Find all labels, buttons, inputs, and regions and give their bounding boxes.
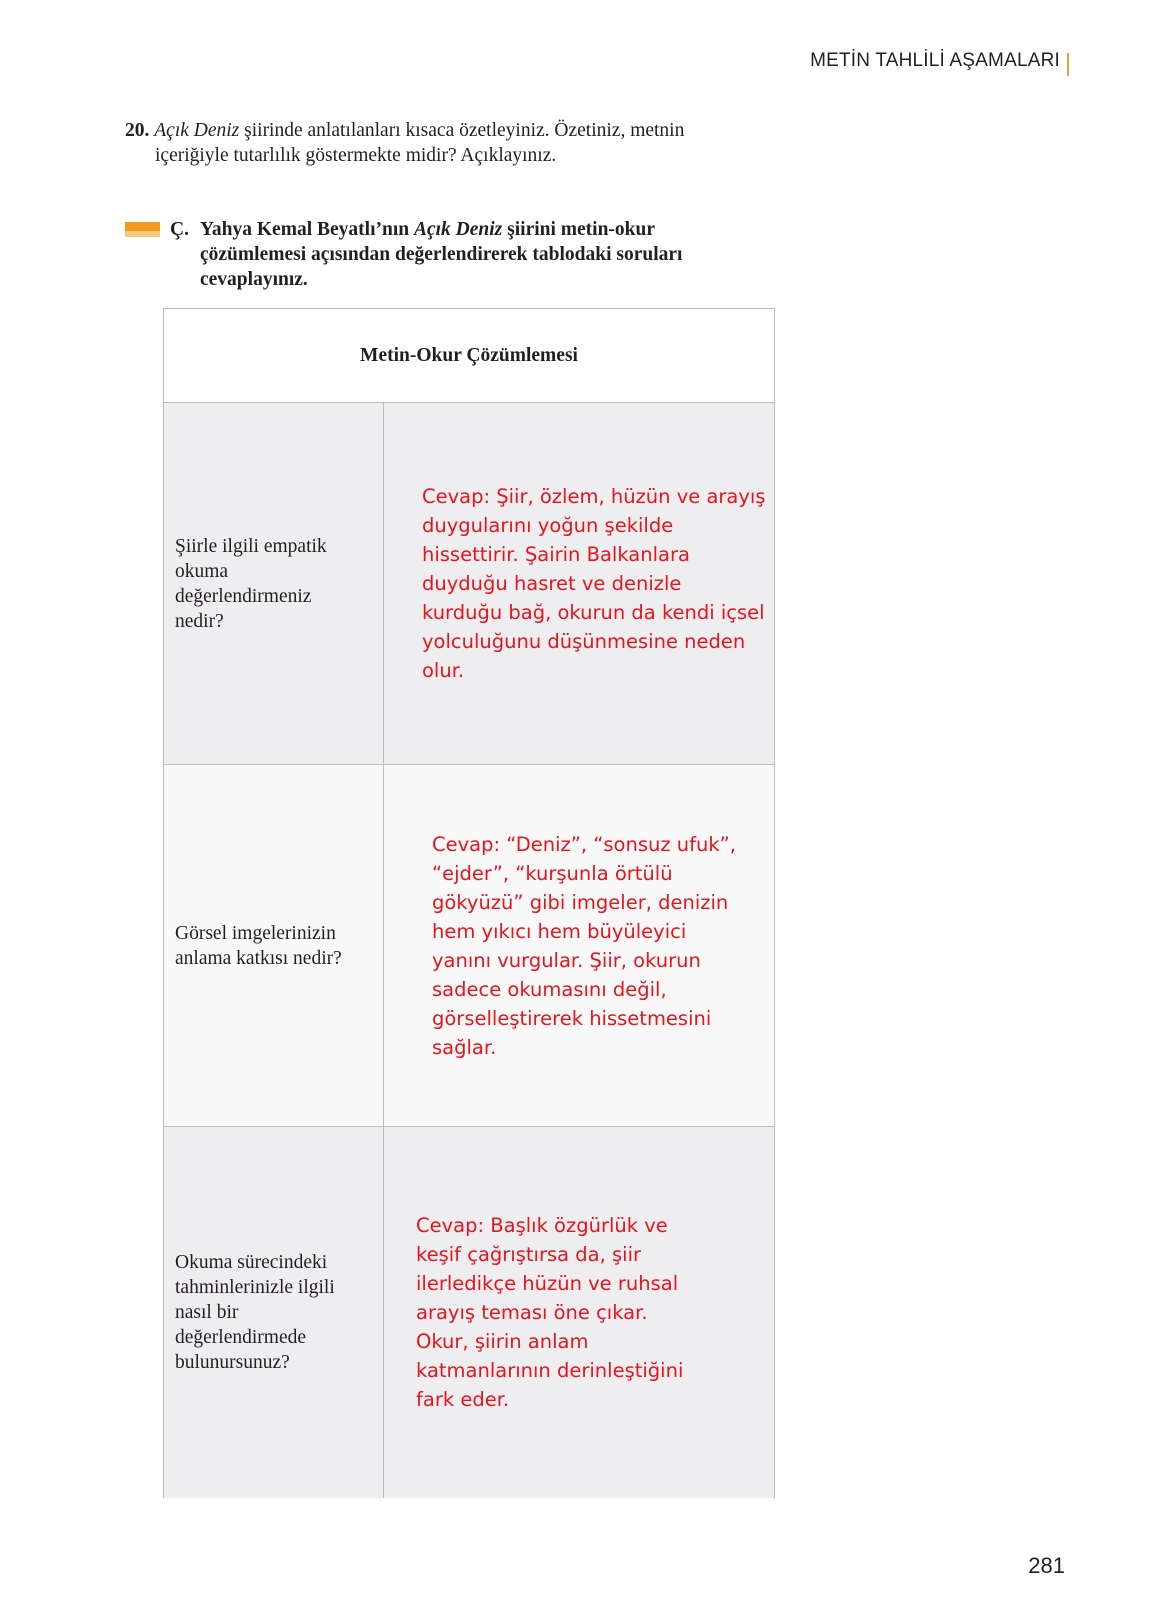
section-text-after: şiirini metin-okur çözümlemesi açısından değerlendirerek tablodaki soruları cevaplayınız.	[200, 219, 683, 290]
table-row	[164, 1127, 774, 1498]
table-row	[164, 765, 774, 1127]
question-cell	[164, 765, 384, 1126]
section-text	[170, 217, 730, 292]
table-title: Metin-Okur Çözümlemesi	[164, 309, 774, 403]
question-text-line2: içeriğiyle tutarlılık göstermekte midir? Açıklayınız.	[155, 145, 557, 166]
analysis-table	[163, 308, 775, 1498]
question-cell	[164, 1127, 384, 1498]
question-20	[125, 118, 765, 168]
section-letter: Ç.	[170, 219, 189, 240]
answer-cell	[384, 403, 774, 764]
question-cell	[164, 403, 384, 764]
section-text-before: Yahya Kemal Beyatlı’nın	[200, 219, 414, 240]
section-marker-icon	[125, 222, 160, 237]
table-row	[164, 403, 774, 765]
section-poem-title: Açık Deniz	[413, 219, 503, 240]
question-text: Görsel imgelerinizin anlama katkısı nedir?	[175, 922, 342, 969]
answer-cell	[384, 1127, 774, 1498]
answer-text: Cevap: “Deniz”, “sonsuz ufuk”, “ejder”, “kurşunla örtülü gökyüzü” gibi imgeler, denizin hem yıkıcı hem büyüleyici yanını vurgular. Şiir, okurun sadece okumasını değil, görselleştirerek hissetmesini sağlar.	[432, 832, 736, 1059]
poem-title: Açık Deniz	[154, 120, 240, 141]
answer-text: Cevap: Başlık özgürlük ve keşif çağrıştırsa da, şiir ilerledikçe hüzün ve ruhsal arayış teması öne çıkar. Okur, şiirin anlam katmanlarının derinleştiğini fark eder.	[416, 1214, 684, 1411]
question-text: Okuma sürecindeki tahminlerinizle ilgili nasıl bir değerlendirmede bulunursunuz?	[175, 1252, 335, 1373]
question-text-line1: şiirinde anlatılanları kısaca özetleyiniz. Özetiniz, metnin	[239, 120, 685, 141]
page-number: 281	[1028, 1553, 1065, 1578]
question-number: 20.	[125, 120, 150, 141]
answer-text: Cevap: Şiir, özlem, hüzün ve arayış duygularını yoğun şekilde hissettirir. Şairin Balkanlara duyduğu hasret ve denizle kurduğu bağ, okurun da kendi içsel yolculuğunu düşünmesine neden olur.	[422, 485, 766, 682]
header-accent-bar	[1067, 53, 1069, 76]
section-instruction	[170, 217, 730, 292]
answer-cell	[384, 765, 774, 1126]
running-header: METİN TAHLİLİ AŞAMALARI	[810, 50, 1060, 71]
question-text: Şiirle ilgili empatik okuma değerlendirmeniz nedir?	[175, 535, 327, 632]
